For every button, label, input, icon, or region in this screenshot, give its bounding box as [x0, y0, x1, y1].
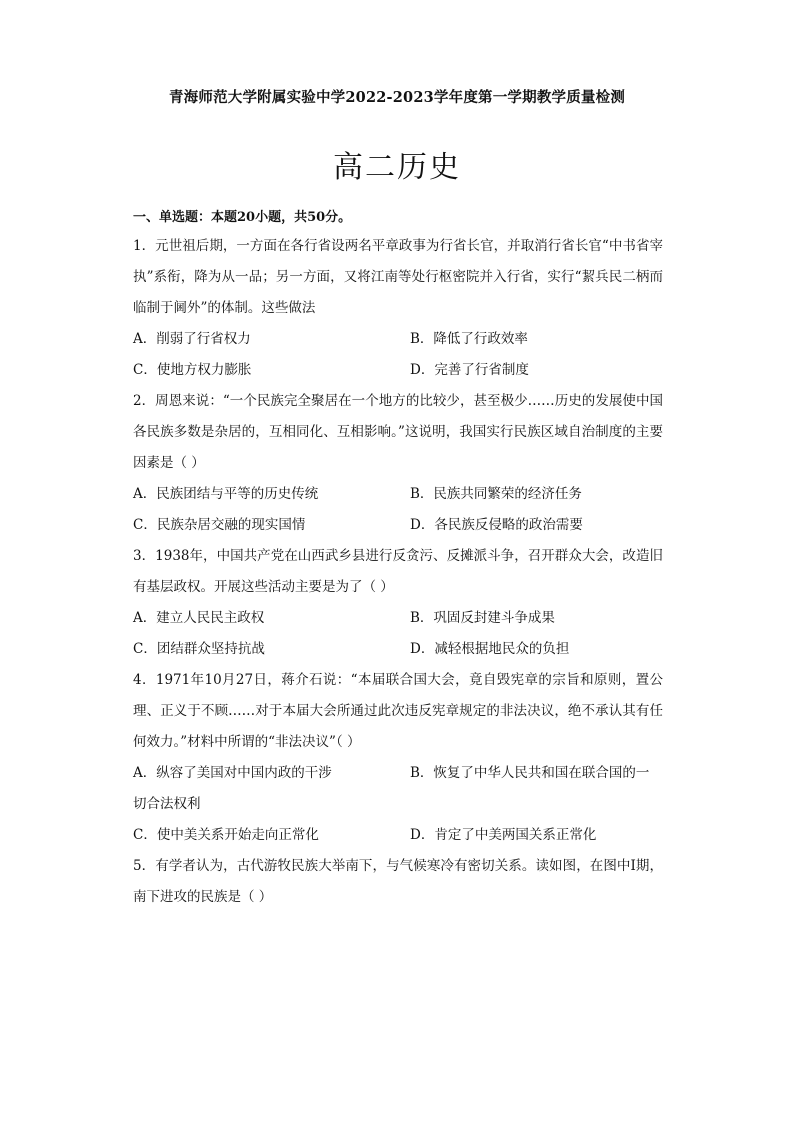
option-row	[133, 355, 663, 386]
option-row	[133, 634, 663, 665]
question-5	[133, 851, 663, 913]
subject-title: 高二历史	[333, 150, 461, 185]
option-b: B．恢复了中华人民共和国在联合国的一	[410, 765, 650, 781]
option-a: A．纵容了美国对中国内政的干涉	[133, 765, 332, 781]
question-stem: 2．周恩来说：“一个民族完全聚居在一个地方的比较少，甚至极少……历史的发展使中国各民族多数是杂居的，互相同化、互相影响。”这说明，我国实行民族区域自治制度的主要因素是（ ）	[133, 393, 663, 471]
option-d: D．完善了行省制度	[410, 362, 529, 378]
option-c: C．使中美关系开始走向正常化	[133, 827, 319, 843]
option-d: D．减轻根据地民众的负担	[410, 641, 570, 657]
question-2	[133, 386, 663, 541]
question-stem: 4．1971年10月27日，蒋介石说：“本届联合国大会，竟自毁宪章的宗旨和原则，置公理、正义于不顾……对于本届大会所通过此次违反宪章规定的非法决议，绝不承认其有任何效力。”材料中所谓的“非法决议”（ ）	[133, 672, 663, 750]
question-stem: 1．元世祖后期，一方面在各行省设两名平章政事为行省长官，并取消行省长官“中书省宰执”系衔，降为从一品；另一方面，又将江南等处行枢密院并入行省，实行“絜兵民二柄而临制于阃外”的体制。这些做法	[133, 238, 663, 316]
question-4	[133, 665, 663, 851]
option-row	[133, 758, 663, 789]
option-row	[133, 510, 663, 541]
question-1	[133, 231, 663, 386]
question-stem: 3．1938年，中国共产党在山西武乡县进行反贪污、反摊派斗争，召开群众大会，改造旧有基层政权。开展这些活动主要是为了（ ）	[133, 548, 663, 595]
question-list	[133, 231, 663, 913]
option-d: D．各民族反侵略的政治需要	[410, 517, 583, 533]
question-stem: 5．有学者认为，古代游牧民族大举南下，与气候寒冷有密切关系。读如图，在图中Ⅰ期，南下进攻的民族是（ ）	[133, 858, 663, 905]
option-b-continued: 切合法权利	[133, 796, 201, 812]
option-row	[133, 324, 663, 355]
option-b: B．民族共同繁荣的经济任务	[410, 486, 582, 502]
option-b: B．巩固反封建斗争成果	[410, 610, 555, 626]
option-row	[133, 820, 663, 851]
option-a: A．建立人民民主政权	[133, 610, 265, 626]
school-title: 青海师范大学附属实验中学2022-2023学年度第一学期教学质量检测	[168, 89, 626, 106]
option-row	[133, 603, 663, 634]
question-3	[133, 541, 663, 665]
option-c: C．团结群众坚持抗战	[133, 641, 265, 657]
option-d: D．肯定了中美两国关系正常化	[410, 827, 597, 843]
option-a: A．削弱了行省权力	[133, 331, 251, 347]
option-b: B．降低了行政效率	[410, 331, 528, 347]
section-heading: 一、单选题：本题20小题，共50分。	[133, 210, 352, 225]
option-a: A．民族团结与平等的历史传统	[133, 486, 319, 502]
option-c: C．使地方权力膨胀	[133, 362, 252, 378]
option-row	[133, 479, 663, 510]
option-c: C．民族杂居交融的现实国情	[133, 517, 306, 533]
